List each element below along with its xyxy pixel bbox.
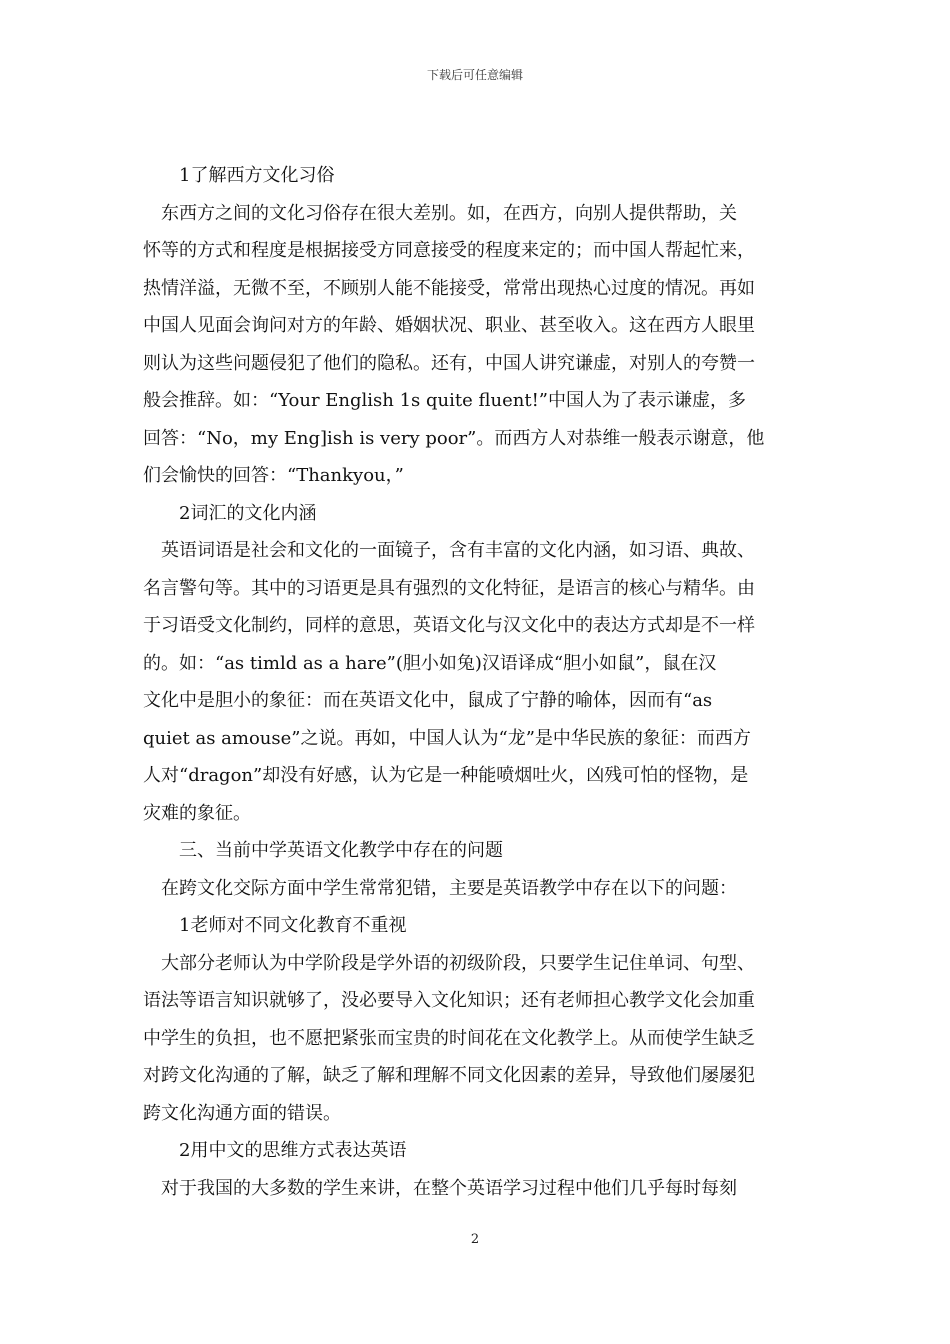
section-heading: 2词汇的文化内涵 xyxy=(179,502,317,524)
text-line: 大部分老师认为中学阶段是学外语的初级阶段，只要学生记住单词、句型、 xyxy=(143,952,755,974)
text-line: 东西方之间的文化习俗存在很大差别。如，在西方，向别人提供帮助，关 xyxy=(143,202,737,224)
text-line: 在跨文化交际方面中学生常常犯错，主要是英语教学中存在以下的问题： xyxy=(143,877,737,899)
text-line: 们会愉快的回答：“Thankyou，” xyxy=(143,465,404,486)
text-line: 跨文化沟通方面的错误。 xyxy=(143,1102,341,1124)
text-line: 对于我国的大多数的学生来讲，在整个英语学习过程中他们几乎每时每刻 xyxy=(143,1177,737,1199)
text-line: 怀等的方式和程度是根据接受方同意接受的程度来定的；而中国人帮起忙来， xyxy=(143,240,755,261)
text-line: 名言警句等。其中的习语更是具有强烈的文化特征，是语言的核心与精华。由 xyxy=(143,577,755,599)
text-line: 则认为这些问题侵犯了他们的隐私。还有，中国人讲究谦虚，对别人的夸赞一 xyxy=(143,352,755,374)
section-heading: 1老师对不同文化教育不重视 xyxy=(179,915,407,936)
document-body xyxy=(143,157,811,1207)
text-line: quiet as amouse”之说。再如，中国人认为“龙”是中华民族的象征：而西方 xyxy=(143,727,751,749)
text-line: 热情洋溢，无微不至，不顾别人能不能接受，常常出现热心过度的情况。再如 xyxy=(143,277,755,299)
section-heading: 1了解西方文化习俗 xyxy=(179,165,335,186)
text-line: 回答：“No，my Eng]ish is very poor”。而西方人对恭维一般表示谢意，他 xyxy=(143,427,765,449)
page-header: 下载后可任意编辑 xyxy=(426,68,523,82)
text-line: 中学生的负担，也不愿把紧张而宝贵的时间花在文化教学上。从而使学生缺乏 xyxy=(143,1027,755,1049)
text-line: 般会推辞。如：“Your English 1s quite fluent!”中国人为了表示谦虚，多 xyxy=(143,390,746,411)
text-line: 中国人见面会询问对方的年龄、婚姻状况、职业、甚至收入。这在西方人眼里 xyxy=(143,315,755,336)
text-line: 英语词语是社会和文化的一面镜子，含有丰富的文化内涵，如习语、典故、 xyxy=(143,540,755,561)
page-number: 2 xyxy=(470,1232,480,1247)
text-line: 灾难的象征。 xyxy=(143,802,251,824)
text-line: 于习语受文化制约，同样的意思，英语文化与汉文化中的表达方式却是不一样 xyxy=(143,615,755,636)
section-heading: 2用中文的思维方式表达英语 xyxy=(179,1140,407,1161)
section-heading: 三、当前中学英语文化教学中存在的问题 xyxy=(179,840,503,861)
text-line: 对跨文化沟通的了解，缺乏了解和理解不同文化因素的差异，导致他们屡屡犯 xyxy=(143,1065,755,1086)
text-line: 的。如：“as timld as a hare”(胆小如兔)汉语译成“胆小如鼠”，鼠在汉 xyxy=(143,652,717,674)
text-line: 人对“dragon”却没有好感，认为它是一种能喷烟吐火，凶残可怕的怪物，是 xyxy=(143,765,749,786)
text-line: 文化中是胆小的象征：而在英语文化中，鼠成了宁静的喻体，因而有“as xyxy=(143,690,713,711)
text-line: 语法等语言知识就够了，没必要导入文化知识；还有老师担心教学文化会加重 xyxy=(143,990,755,1011)
